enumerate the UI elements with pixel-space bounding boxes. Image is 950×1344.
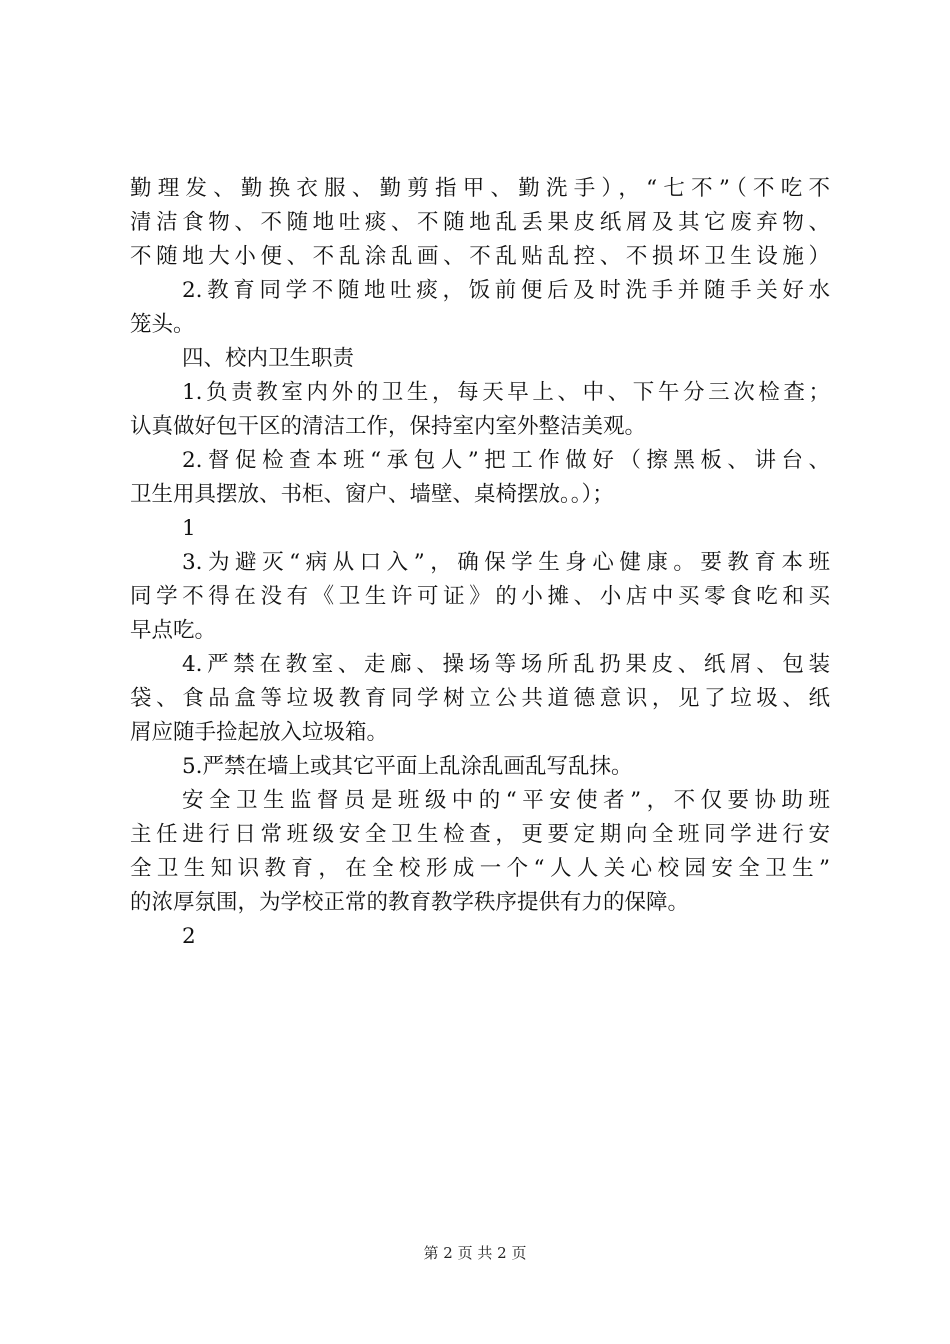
text-line: 2.督促检查本班“承包人”把工作做好（擦黑板、讲台、 — [182, 448, 830, 473]
text-line: 袋、食品盒等垃圾教育同学树立公共道德意识，见了垃圾、纸 — [130, 686, 830, 711]
text-line: 不随地大小便、不乱涂乱画、不乱贴乱控、不损坏卫生设施） — [130, 244, 830, 269]
text-line: 主任进行日常班级安全卫生检查，更要定期向全班同学进行安 — [130, 822, 830, 847]
text-line: 5.严禁在墙上或其它平面上乱涂乱画乱写乱抹。 — [182, 754, 633, 779]
text-line: 清洁食物、不随地吐痰、不随地乱丢果皮纸屑及其它废弃物、 — [130, 210, 830, 235]
page-footer: 第 2 页 共 2 页 — [423, 1244, 527, 1262]
text-line: 4.严禁在教室、走廊、操场等场所乱扔果皮、纸屑、包装 — [182, 652, 830, 677]
text-line: 全卫生知识教育，在全校形成一个“人人关心校园安全卫生” — [130, 856, 830, 881]
text-line: 安全卫生监督员是班级中的“平安使者”，不仅要协助班 — [182, 788, 830, 813]
text-line: 卫生用具摆放、书柜、窗户、墙壁、桌椅摆放。。）； — [130, 482, 614, 507]
text-line: 笼头。 — [130, 312, 195, 337]
text-line: 认真做好包干区的清洁工作，保持室内室外整洁美观。 — [130, 414, 647, 439]
section-heading: 四、校内卫生职责 — [182, 346, 355, 371]
text-line: 勤理发、勤换衣服、勤剪指甲、勤洗手），“七不”（不吃不 — [130, 176, 830, 201]
text-line: 的浓厚氛围，为学校正常的教育教学秩序提供有力的保障。 — [130, 890, 690, 915]
inline-page-number: 2 — [182, 924, 196, 949]
text-line: 3.为避灭“病从口入”，确保学生身心健康。要教育本班 — [182, 550, 830, 575]
text-line: 1.负责教室内外的卫生，每天早上、中、下午分三次检查； — [182, 380, 830, 405]
text-line: 早点吃。 — [130, 618, 217, 643]
text-line: 2.教育同学不随地吐痰，饭前便后及时洗手并随手关好水 — [182, 278, 830, 303]
text-line: 屑应随手捡起放入垃圾箱。 — [130, 720, 389, 745]
text-line: 同学不得在没有《卫生许可证》的小摊、小店中买零食吃和买 — [130, 584, 830, 609]
inline-page-number: 1 — [182, 516, 196, 541]
document-body — [130, 172, 830, 954]
